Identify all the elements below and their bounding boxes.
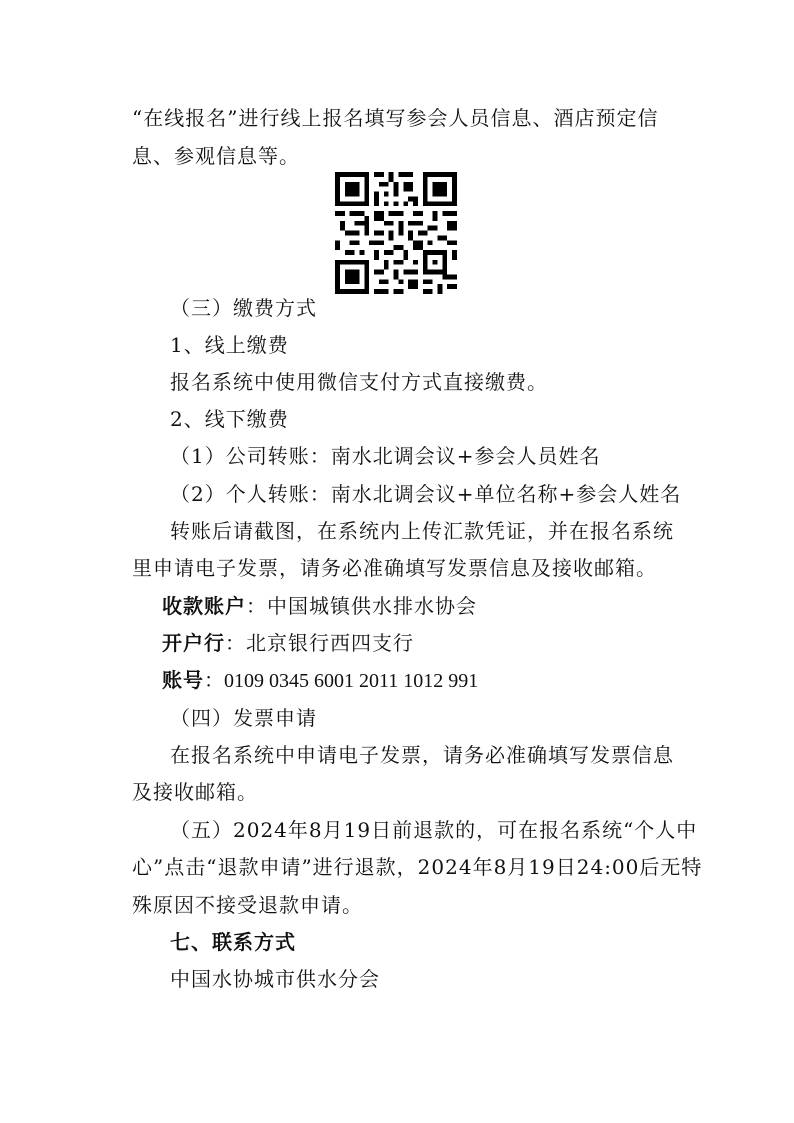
online-payment-title: 1、线上缴费 bbox=[170, 333, 289, 357]
invoice-heading: （四）发票申请 bbox=[170, 706, 317, 730]
bank-row bbox=[162, 631, 414, 655]
qr-code-icon[interactable] bbox=[335, 172, 457, 294]
refund-text-line-2: 心”点击“退款申请”进行退款，2024年8月19日24:00后无特 bbox=[132, 855, 703, 879]
personal-transfer-text: （2）个人转账：南水北调会议+单位名称+参会人姓名 bbox=[170, 482, 682, 506]
refund-text-line-1: （五）2024年8月19日前退款的，可在报名系统“个人中 bbox=[170, 818, 698, 842]
payment-heading: （三）缴费方式 bbox=[170, 296, 317, 320]
transfer-note-line-1: 转账后请截图，在系统内上传汇款凭证，并在报名系统 bbox=[170, 519, 674, 543]
registration-text-line-2: 息、参观信息等。 bbox=[132, 144, 300, 168]
offline-payment-title: 2、线下缴费 bbox=[170, 407, 289, 431]
transfer-note-line-2: 里申请电子发票，请务必准确填写发票信息及接收邮箱。 bbox=[132, 556, 657, 580]
invoice-text-line-2: 及接收邮箱。 bbox=[132, 780, 258, 804]
contact-heading: 七、联系方式 bbox=[170, 930, 296, 954]
account-number-label: 账号 bbox=[162, 668, 204, 692]
registration-text-line-1: “在线报名”进行线上报名填写参会人员信息、酒店预定信 bbox=[132, 106, 659, 130]
bank-value: ：北京银行西四支行 bbox=[225, 631, 414, 655]
online-payment-text: 报名系统中使用微信支付方式直接缴费。 bbox=[170, 370, 548, 394]
bank-label: 开户行 bbox=[162, 631, 225, 655]
company-transfer-text: （1）公司转账：南水北调会议+参会人员姓名 bbox=[170, 444, 601, 468]
invoice-text-line-1: 在报名系统中申请电子发票，请务必准确填写发票信息 bbox=[170, 743, 674, 767]
payee-account-row bbox=[162, 594, 477, 618]
account-number-value: ：0109 0345 6001 2011 1012 991 bbox=[204, 670, 479, 692]
refund-text-line-3: 殊原因不接受退款申请。 bbox=[132, 893, 363, 917]
payee-label: 收款账户 bbox=[162, 594, 246, 618]
contact-organization: 中国水协城市供水分会 bbox=[170, 967, 380, 991]
payee-value: ：中国城镇供水排水协会 bbox=[246, 594, 477, 618]
account-number-row bbox=[162, 668, 478, 693]
